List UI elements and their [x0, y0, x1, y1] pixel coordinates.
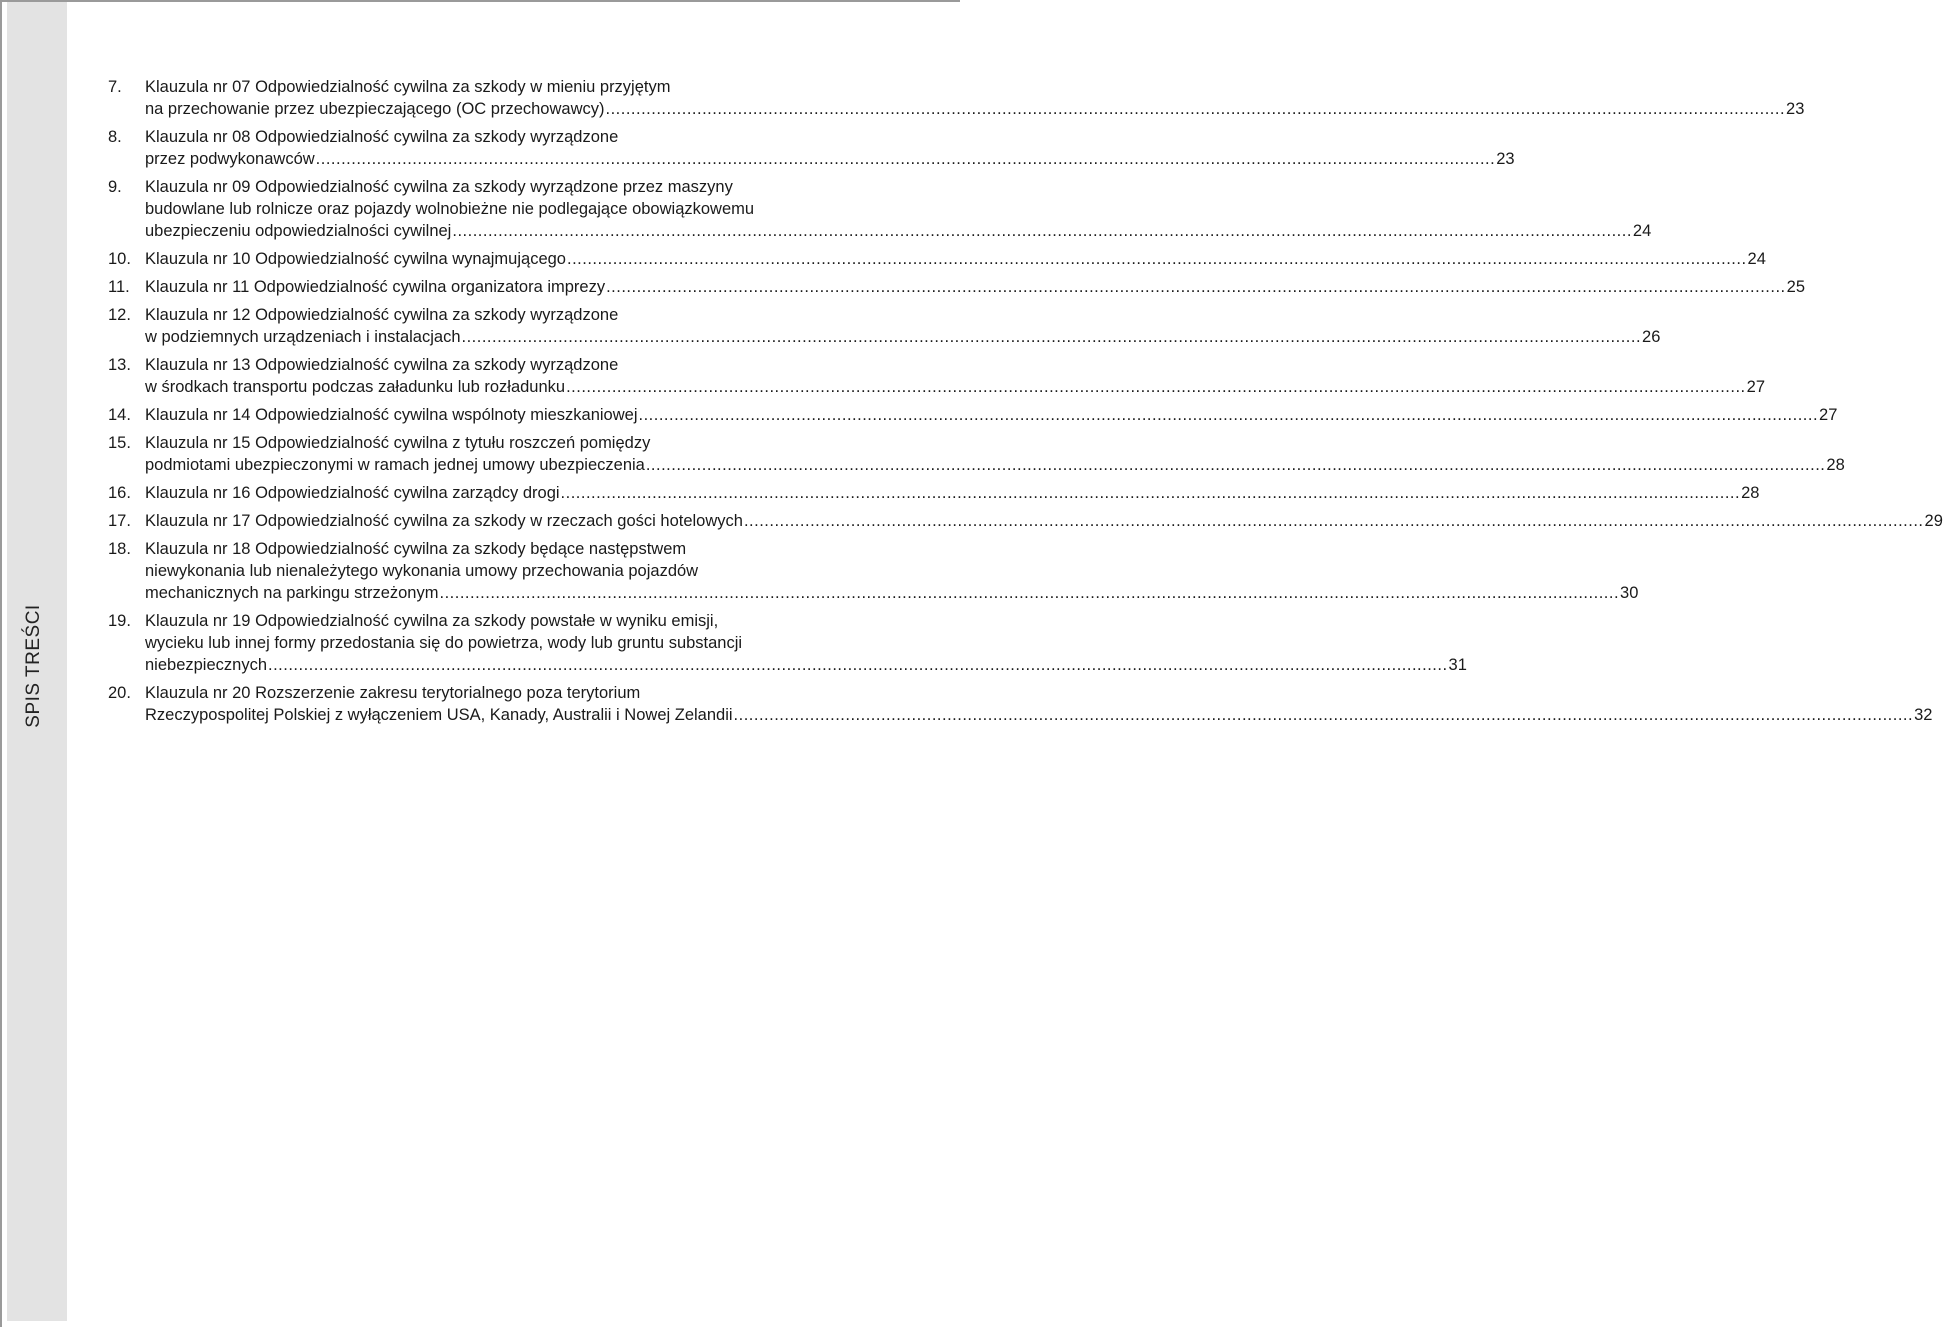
toc-entry-title: Rzeczypospolitej Polskiej z wyłączeniem USA, Kanady, Australii i Nowej Zelandii: [145, 706, 733, 724]
toc-entry-line: wycieku lub innej formy przedostania się do powietrza, wody lub gruntu substancji: [145, 634, 743, 652]
toc-entry-number: 19.: [108, 612, 131, 630]
dot-leader: [561, 482, 1741, 504]
toc-entry-last-line: [145, 704, 1933, 726]
toc-entry-last-line: [145, 654, 1467, 676]
toc-entry-line: Klauzula nr 13 Odpowiedzialność cywilna za szkody wyrządzone: [145, 356, 619, 374]
toc-entry-last-line: [145, 376, 1765, 398]
toc-entry-line: Klauzula nr 19 Odpowiedzialność cywilna za szkody powstałe w wyniku emisji,: [145, 612, 719, 630]
toc-entry-last-line: [145, 326, 1661, 348]
toc-entry-number: 12.: [108, 306, 131, 324]
toc-entry-last-line: [145, 454, 1845, 476]
dot-leader: [734, 704, 1914, 726]
side-section-title: SPIS TREŚCI: [23, 604, 44, 728]
toc-entry-page-number: 30: [1620, 584, 1639, 602]
toc-entry-text: [145, 404, 1838, 426]
toc-entry-page-number: 25: [1786, 278, 1805, 296]
toc-entry-text: [145, 176, 1652, 242]
toc-entry-text: [145, 126, 1515, 170]
toc-entry-line: Klauzula nr 20 Rozszerzenie zakresu terytorialnego poza terytorium: [145, 684, 641, 702]
toc-entry-title: Klauzula nr 14 Odpowiedzialność cywilna wspólnoty mieszkaniowej: [145, 406, 638, 424]
toc-entry-page-number: 27: [1746, 378, 1765, 396]
toc-entry-last-line: [145, 276, 1805, 298]
toc-entry-number: 11.: [108, 278, 130, 296]
toc-entry: [108, 126, 1515, 170]
dot-leader: [462, 326, 1642, 348]
dot-leader: [606, 276, 1786, 298]
toc-entry-line: Klauzula nr 07 Odpowiedzialność cywilna za szkody w mieniu przyjętym: [145, 78, 671, 96]
toc-entry-text: [145, 538, 1639, 604]
toc-entry-last-line: [145, 510, 1943, 532]
toc-entry-title: na przechowanie przez ubezpieczającego (OC przechowawcy): [145, 100, 605, 118]
dot-leader: [439, 582, 1619, 604]
toc-entry-page-number: 27: [1819, 406, 1838, 424]
toc-entry-number: 20.: [108, 684, 131, 702]
toc-entry-number: 8.: [108, 128, 122, 146]
toc-entry-number: 7.: [108, 78, 122, 96]
toc-entry-line: budowlane lub rolnicze oraz pojazdy wolnobieżne nie podlegające obowiązkowemu: [145, 200, 755, 218]
toc-entry-title: Klauzula nr 16 Odpowiedzialność cywilna zarządcy drogi: [145, 484, 560, 502]
toc-entry-line: Klauzula nr 15 Odpowiedzialność cywilna z tytułu roszczeń pomiędzy: [145, 434, 651, 452]
toc-entry-title: ubezpieczeniu odpowiedzialności cywilnej: [145, 222, 452, 240]
toc-entry: [108, 510, 1943, 532]
toc-entry-last-line: [145, 220, 1652, 242]
page-frame-left: [0, 0, 2, 1327]
toc-entry-page-number: 24: [1747, 250, 1766, 268]
dot-leader: [316, 148, 1496, 170]
toc-entry-last-line: [145, 582, 1639, 604]
dot-leader: [452, 220, 1632, 242]
toc-entry: [108, 276, 1805, 298]
toc-entry-title: mechanicznych na parkingu strzeżonym: [145, 584, 439, 602]
toc-entry-page-number: 26: [1642, 328, 1661, 346]
page-frame-top: [0, 0, 960, 2]
toc-entry-number: 14.: [108, 406, 131, 424]
toc-entry-page-number: 23: [1786, 100, 1805, 118]
toc-entry-number: 15.: [108, 434, 131, 452]
toc-entry: [108, 682, 1933, 726]
toc-entry-text: [145, 76, 1805, 120]
toc-entry-text: [145, 610, 1467, 676]
toc-entry: [108, 538, 1639, 604]
toc-entry-line: Klauzula nr 12 Odpowiedzialność cywilna za szkody wyrządzone: [145, 306, 619, 324]
toc-entry-line: Klauzula nr 18 Odpowiedzialność cywilna za szkody będące następstwem: [145, 540, 687, 558]
side-section-label: [3, 596, 65, 736]
toc-entry-title: w podziemnych urządzeniach i instalacjach: [145, 328, 461, 346]
toc-entry-text: [145, 482, 1760, 504]
dot-leader: [268, 654, 1448, 676]
toc-entry-text: [145, 354, 1765, 398]
toc-entry: [108, 404, 1838, 426]
dot-leader: [646, 454, 1826, 476]
toc-entry-text: [145, 276, 1805, 298]
toc-entry: [108, 76, 1805, 120]
dot-leader: [605, 98, 1785, 120]
toc-entry: [108, 304, 1661, 348]
toc-entry-last-line: [145, 148, 1515, 170]
toc-entry-number: 17.: [108, 512, 131, 530]
toc-entry-line: Klauzula nr 09 Odpowiedzialność cywilna za szkody wyrządzone przez maszyny: [145, 178, 733, 196]
toc-entry-title: podmiotami ubezpieczonymi w ramach jednej umowy ubezpieczenia: [145, 456, 645, 474]
toc-entry-number: 16.: [108, 484, 131, 502]
toc-entry: [108, 354, 1765, 398]
toc-entry-page-number: 32: [1914, 706, 1933, 724]
dot-leader: [566, 376, 1746, 398]
dot-leader: [639, 404, 1819, 426]
toc-entry-last-line: [145, 404, 1838, 426]
toc-entry-page-number: 28: [1826, 456, 1845, 474]
toc-entry-last-line: [145, 482, 1760, 504]
toc-entry-text: [145, 510, 1943, 532]
toc-entry: [108, 176, 1652, 242]
toc-entry-title: Klauzula nr 10 Odpowiedzialność cywilna wynajmującego: [145, 250, 566, 268]
toc-entry-title: niebezpiecznych: [145, 656, 267, 674]
toc-entry-title: w środkach transportu podczas załadunku lub rozładunku: [145, 378, 566, 396]
toc-entry-title: Klauzula nr 17 Odpowiedzialność cywilna za szkody w rzeczach gości hotelowych: [145, 512, 743, 530]
toc-entry: [108, 482, 1760, 504]
toc-entry-title: Klauzula nr 11 Odpowiedzialność cywilna organizatora imprezy: [145, 278, 606, 296]
toc-entry-last-line: [145, 248, 1766, 270]
dot-leader: [744, 510, 1924, 532]
toc-entry-text: [145, 248, 1766, 270]
toc-entry: [108, 610, 1467, 676]
toc-entry-number: 13.: [108, 356, 131, 374]
toc-entry-number: 18.: [108, 540, 131, 558]
toc-entry-line: niewykonania lub nienależytego wykonania umowy przechowania pojazdów: [145, 562, 699, 580]
toc-entry-text: [145, 304, 1661, 348]
toc-entry-last-line: [145, 98, 1805, 120]
toc-entry-page-number: 29: [1924, 512, 1943, 530]
toc-entry-page-number: 31: [1448, 656, 1467, 674]
toc-entry-title: przez podwykonawców: [145, 150, 315, 168]
toc-entry-page-number: 24: [1632, 222, 1652, 240]
table-of-contents: [108, 76, 1943, 732]
toc-entry: [108, 248, 1766, 270]
toc-entry-number: 10.: [108, 250, 131, 268]
toc-entry-page-number: 28: [1741, 484, 1760, 502]
toc-entry-text: [145, 432, 1845, 476]
toc-entry-line: Klauzula nr 08 Odpowiedzialność cywilna za szkody wyrządzone: [145, 128, 619, 146]
dot-leader: [567, 248, 1747, 270]
toc-entry-number: 9.: [108, 178, 122, 196]
toc-entry-text: [145, 682, 1933, 726]
toc-entry-page-number: 23: [1496, 150, 1515, 168]
toc-entry: [108, 432, 1845, 476]
